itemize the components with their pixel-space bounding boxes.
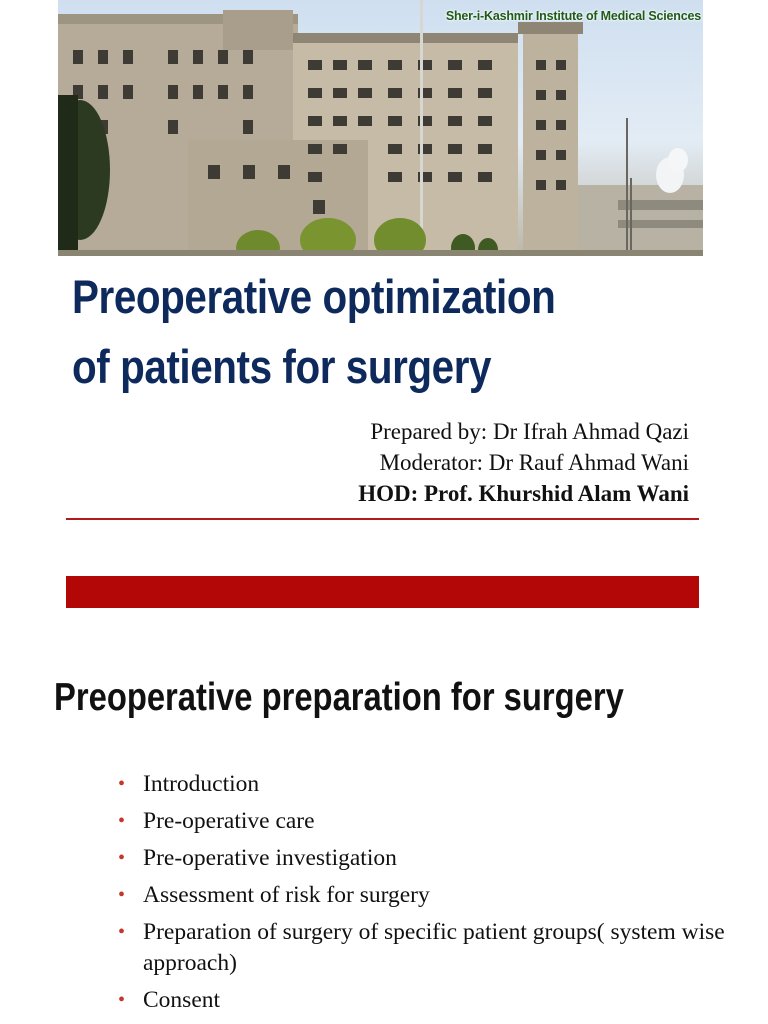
list-item-text: Pre-operative care [143,808,315,834]
list-item-text: Consent [143,987,221,1013]
bullet-icon: • [118,847,126,869]
divider-line [66,518,699,520]
moderator: Moderator: Dr Rauf Ahmad Wani [379,450,689,475]
list-item [118,843,738,874]
list-item-text: Preparation of surgery of specific patient groups( system wise approach) [143,919,725,976]
accent-band [66,576,699,608]
slide-heading: Preoperative preparation for surgery [54,676,624,719]
bullet-icon: • [118,989,126,1011]
bullet-icon: • [118,921,126,943]
photo-caption: Sher-i-Kashmir Institute of Medical Sciences [445,9,701,23]
list-item-text: Introduction [143,771,260,797]
list-item [118,880,738,911]
list-item [118,985,738,1016]
bullet-list [118,769,738,1022]
bullet-icon: • [118,884,126,906]
hospital-building-illustration [58,0,703,256]
list-item-text: Pre-operative investigation [143,845,397,871]
title-line-1: Preoperative optimization [72,270,556,323]
slide-title [72,262,622,402]
list-item [118,917,738,979]
title-line-2: of patients for surgery [72,340,492,393]
list-item [118,769,738,800]
list-item-text: Assessment of risk for surgery [143,882,430,908]
hospital-photo [58,0,703,256]
hod: HOD: Prof. Khurshid Alam Wani [358,481,689,506]
bullet-icon: • [118,810,126,832]
presentation-credits [358,416,689,509]
list-item [118,806,738,837]
bullet-icon: • [118,773,126,795]
prepared-by: Prepared by: Dr Ifrah Ahmad Qazi [370,419,689,444]
